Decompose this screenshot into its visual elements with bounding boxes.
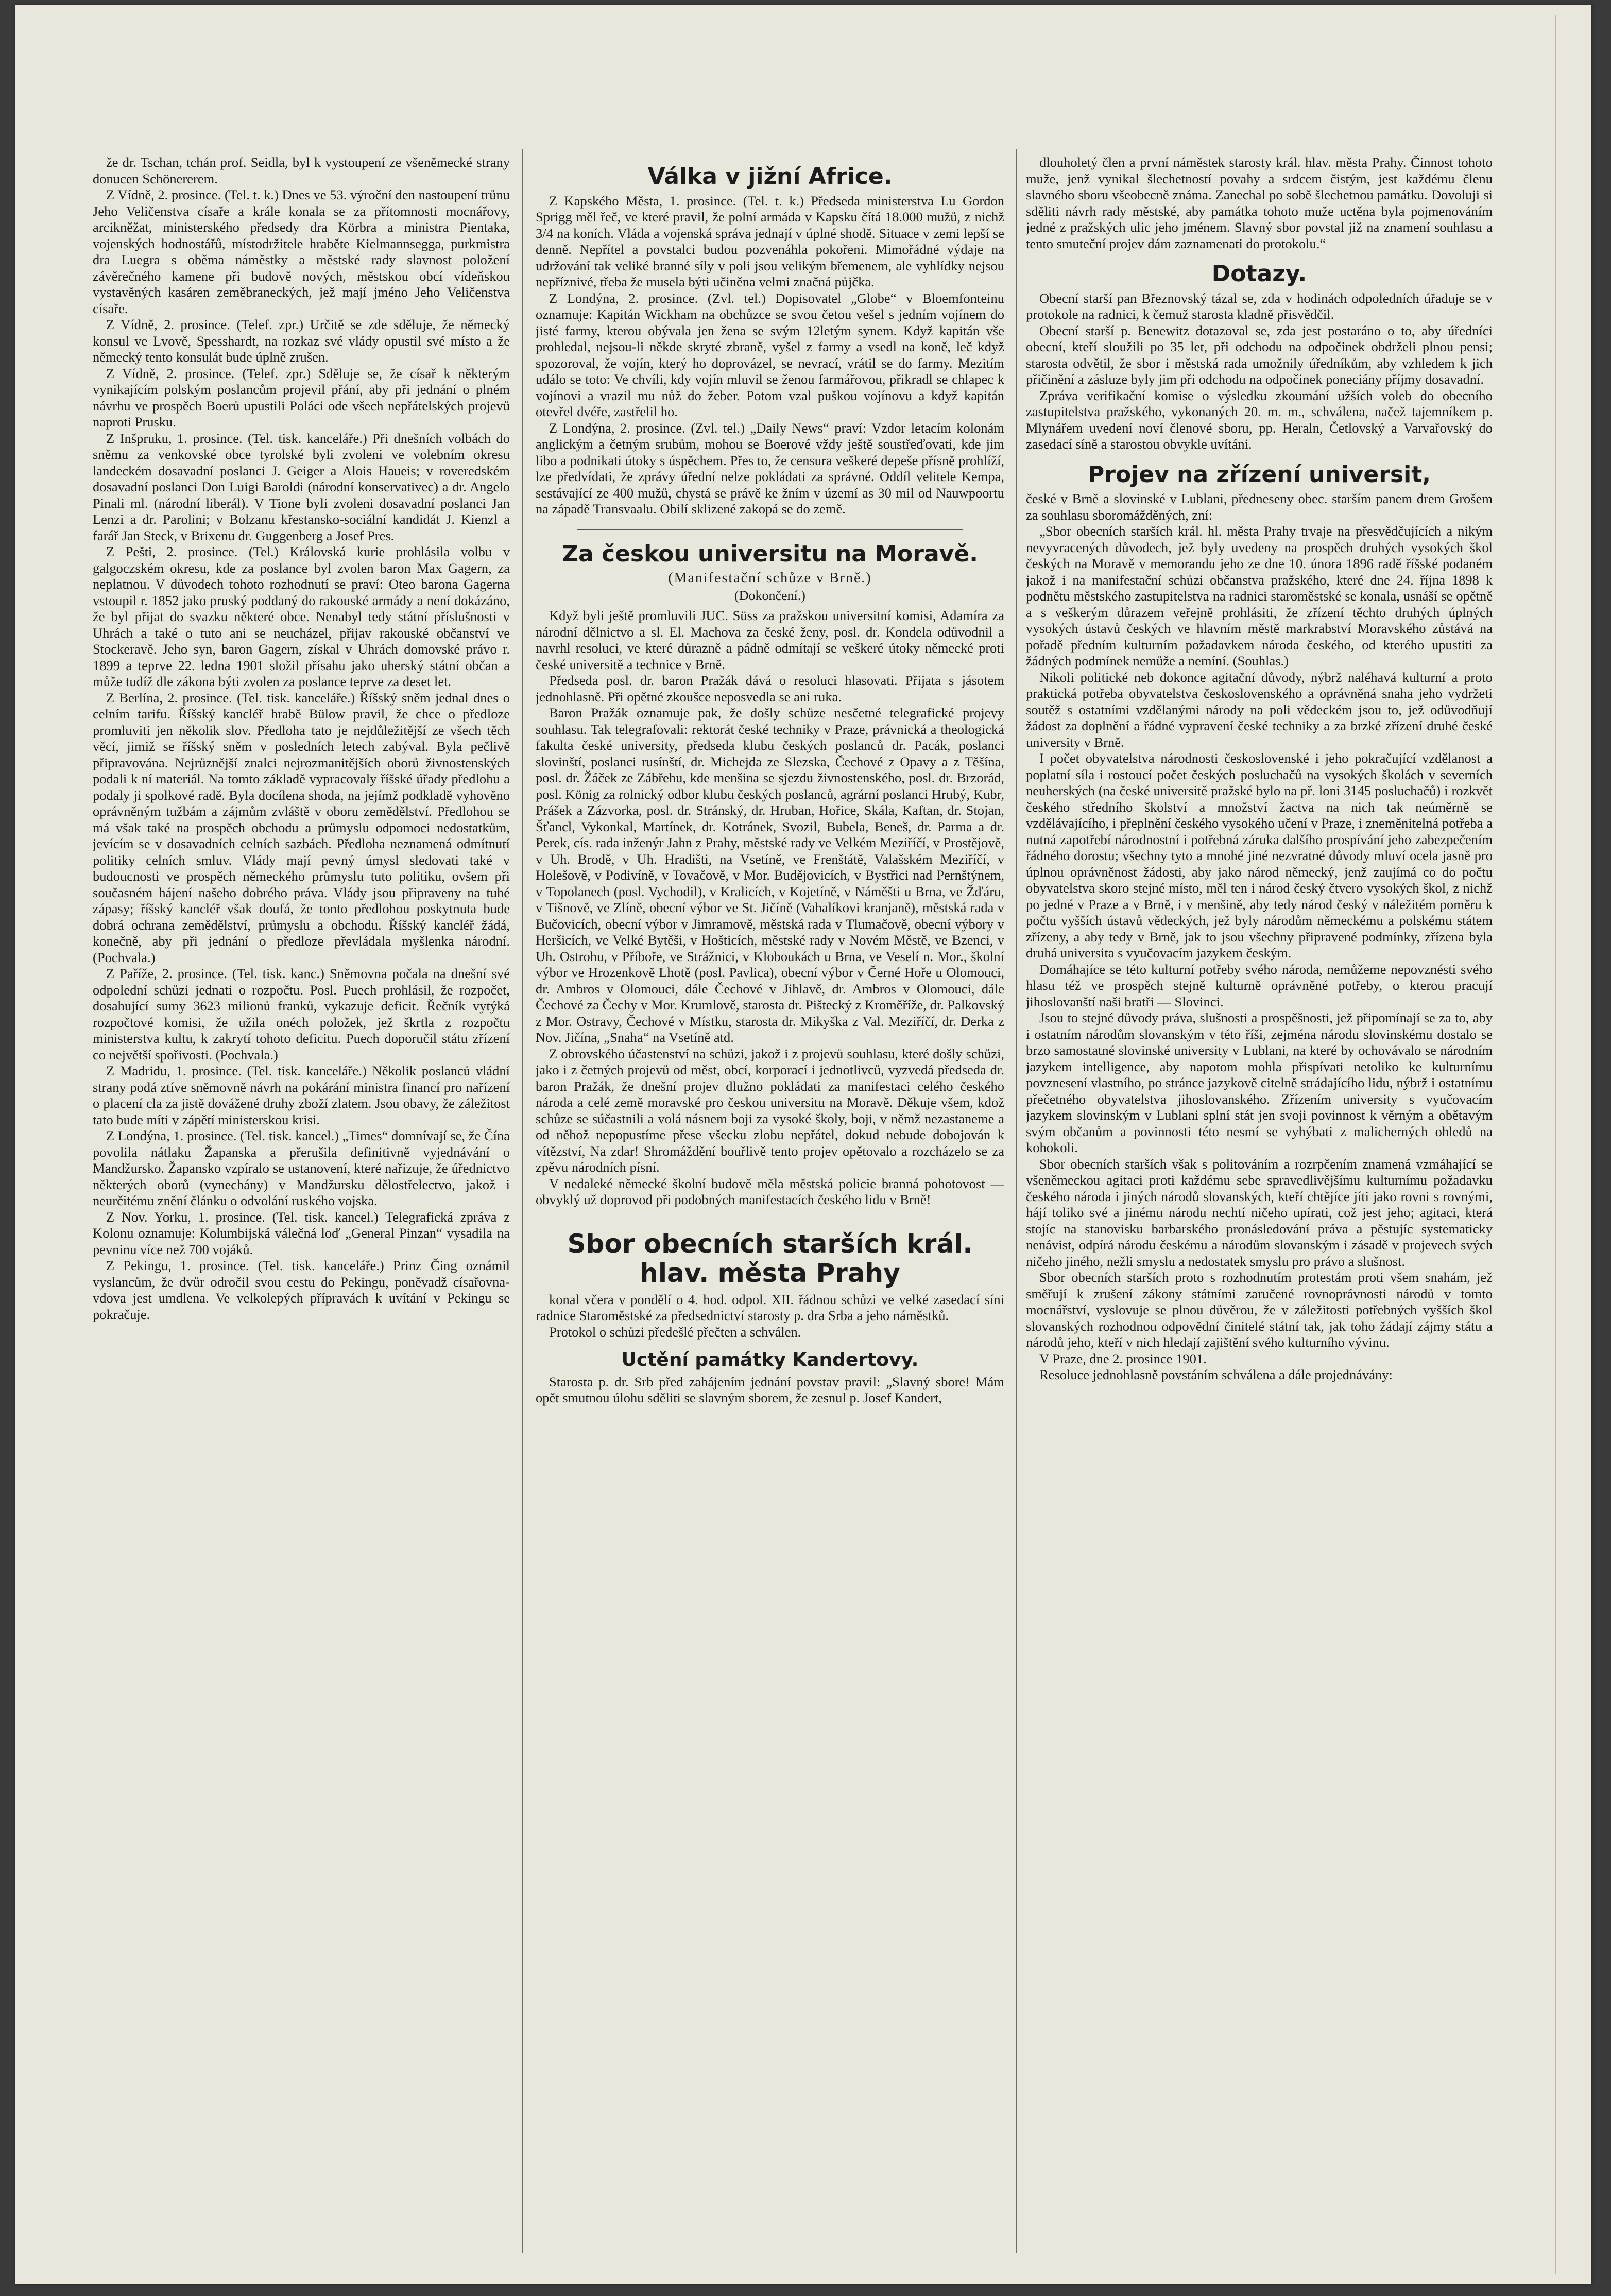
heading-czech-university-moravia: Za českou universitu na Moravě. xyxy=(562,540,978,567)
article-paragraph: V nedaleké německé školní budově měla městská policie branná pohotovost — obvyklý už doprovod při podobných manifestacích českého lidu v Brně! xyxy=(536,1175,1004,1208)
article-paragraph: Z Pekingu, 1. prosince. (Tel. tisk. kanceláře.) Prinz Čing oznámil vyslancům, že dvůr odročil svou cestu do Pekingu, poněvadž císařovna-vdova jest umdlena. Ve velkolepých přípravách k uvítání v Pekingu se pokračuje. xyxy=(93,1258,510,1322)
article-paragraph: že dr. Tschan, tchán prof. Seidla, byl k vystoupení ze všeněmecké strany donucen Schönererem. xyxy=(93,155,510,186)
column-rule-left xyxy=(522,149,523,2253)
article-paragraph: Z Nov. Yorku, 1. prosince. (Tel. tisk. kancel.) Telegrafická zpráva z Kolonu oznamuje: Kolumbijská válečná loď „General Pinzan“ vysadila na pevninu více než 700 vojáků. xyxy=(93,1209,510,1257)
city-council-articles xyxy=(536,1292,1004,1341)
article-paragraph: Z Vídně, 2. prosince. (Telef. zpr.) Určitě se zde sděluje, že německý konsul ve Lvově, Spesshardt, na rozkaz své vlády opustil své místo a že německý tento konsulát bude úplně zrušen. xyxy=(93,317,510,365)
article-paragraph: Z Londýna, 2. prosince. (Zvl. tel.) „Daily News“ praví: Vzdor letacím kolonám anglickým a četným srubům, mohou se Boerové vždy ještě soustřeďovati, kde jim libo a podnikati útoky s úspěchem. Přes to, že censura veškeré depeše přísně prohlíží, lze předvídati, že zprávy úřední nelze pokládati za správné. Oddíl velitele Kempa, sestávající ze 400 mužů, chystá se právě ke žním v území as 30 mil od Nauwpoortu na západě Transvaalu. Obilí sklizené zakopá se do země. xyxy=(536,420,1004,517)
article-paragraph: Zpráva verifikační komise o výsledku zkoumání užších voleb do obecního zastupitelstva pražského, vykonaných 20. m. m., schválena, načež tajemníkem p. Mlynářem uvedení noví členové sboru, pp. Heraln, Četlovský a Varvařovský do zasedací síně a starostou obvykle uvítáni. xyxy=(1026,387,1493,452)
page-edge-frame xyxy=(1555,15,1556,2274)
article-paragraph: Obecní starší p. Benewitz dotazoval se, zda jest postaráno o to, aby úředníci obecní, kteří sloužili po 35 let, při odchodu na odpočinek obdrželi plnou pensi; starosta odvětil, že sbor i městská rada umožnily úředníkům, aby vzhledem k jich přičinění a zásluze byly jim při odchodu na odpočinek poneciány příjmy dosavadní. xyxy=(1026,322,1493,387)
article-paragraph: konal včera v pondělí o 4. hod. odpol. XII. řádnou schůzi ve velké zasedací síni radnice Staroměstské za předsednictví starosty p. dra Srba a jeho náměstků. xyxy=(536,1291,1004,1324)
article-paragraph: V Praze, dne 2. prosince 1901. xyxy=(1039,1350,1207,1366)
article-paragraph: Sbor obecních starších však s politováním a rozrpčením znamená vzmáhající se všeněmeckou agitaci proti každému sebe spravedlivějšímu kulturnímu požadavku českého národa i jiných národů slovanských, kteří chtějíce jíti jako rovni s rovnými, hájí toliko své a jinému národu nechtí ničeho upírati, což jest jeho; agitaci, která stojíc na stanovisku barbarského pronásledování práva a pěstujíc systematicky nenávist, odpírá národu českému a národům slovanským i zásadě v projevech svých ničeho jiného, nežli smyslu a nedostatek smyslu pro právo a slušnost. xyxy=(1026,1156,1493,1269)
article-paragraph: Z Vídně, 2. prosince. (Telef. zpr.) Sděluje se, že císař k některým vynikajícím polským poslancům projevil přání, aby při jednání o plném návrhu ve prospěch Boerů upustili Poláci ode všech nepřátelských projevů naproti Prusku. xyxy=(93,365,510,430)
column-left xyxy=(93,155,510,2248)
article-paragraph: Z Madridu, 1. prosince. (Tel. tisk. kanceláře.) Několik poslanců vládní strany podá ztíve sněmovně návrh na pokárání ministra financí pro nařízení o placení cla za jistě dovážené druhy zboží zlatem. Jsou obavy, že záležitost tato bude míti v zápětí ministerskou krisi. xyxy=(93,1063,510,1127)
article-paragraph: Obecní starší pan Březnovský tázal se, zda v hodinách odpoledních úřaduje se v protokole na radnici, k čemuž starosta kladně přisvědčil. xyxy=(1026,290,1493,322)
column-right xyxy=(1026,155,1493,2248)
section-divider xyxy=(577,529,963,530)
heading-inquiries: Dotazy. xyxy=(1211,261,1307,287)
article-paragraph: Domáhajíce se této kulturní potřeby svého národa, nemůžeme nepovznésti svého hlasu též ve prospěch stejně kulturně oprávněné potřeby, o kterou pracují jihoslovanští naši bratři — Slovinci. xyxy=(1026,961,1493,1009)
kandert-memorial-articles xyxy=(536,1374,1004,1407)
article-paragraph: Z Paříže, 2. prosince. (Tel. tisk. kanc.) Sněmovna počala na dnešní své odpolední schůzi jednati o rozpočtu. Posl. Puech prohlásil, že rozpočet, dosahující sumy 3623 milionů franků, vykazuje deficit. Řečník vytýká rozpočtové komisi, že užila onéch položek, jež škrtla z rozpočtu ministerstva kultu, k zakrytí tohoto deficitu. Puech doporučil státu zřízení co největší spořivosti. (Pochvala.) xyxy=(93,966,510,1063)
section-divider-double xyxy=(556,1218,984,1220)
resolution-articles xyxy=(1026,523,1493,1383)
article-paragraph: Starosta p. dr. Srb před zahájením jednání povstav pravil: „Slavný sbore! Mám opět smutnou úlohu sděliti se slavným sborem, že zesnul p. Josef Kandert, xyxy=(536,1374,1004,1406)
heading-university-resolution: Projev na zřízení universit, xyxy=(1088,461,1431,488)
article-paragraph: Předseda posl. dr. baron Pražák dává o resoluci hlasovati. Přijata s jásotem jednohlasně. Při opětné zkoušce neposvedla se ani ruka. xyxy=(536,673,1004,705)
article-paragraph: I počet obyvatelstva národnosti československé i jeho pokračující vzdělanost a poplatní síla i rostoucí počet českých posluchačů na vysokých školách v severních neuherských (na české universitě pražské bylo na př. loni 3145 posluchačů) i rozkvět českého středního školství a množství žactva na nich tak neúměrně se vzdělávajícího, i přeplnění českého vysokého učení v Praze, i zneměnitelná potřeba a nutná zapotřebí národnostní i potřebná záruka dalšího prospívání jeho zabezpečením řádného dorostu; všechny tyto a mnohé jiné nezvratné důvody mluví ocela jasně pro úplnou oprávněnost žádosti, aby jako národ německý, jenž zaujímá co do počtu obyvatelstva skoro stejné místo, měl ten i národ český čtvero vysokých škol, z nichž po jedné v Praze a v Brně, i v menšině, aby tedy národ český v náležitém poměru k počtu vyšších ústavů vědeckých, jež byly národům německému a polskému státem zřízeny, a aby tedy v Brně, jak to jsou všechny připravené podmínky, zřízena byla druhá universita s vyučovacím jazykem českým. xyxy=(1026,750,1493,961)
column-rule-right xyxy=(1016,149,1017,2253)
article-paragraph: Baron Pražák oznamuje pak, že došly schůze nesčetné telegrafické projevy souhlasu. Tak telegrafovali: rektorát české techniky v Praze, právnická a theologická fakulta české university, předseda klubu českých poslanců dr. Pacák, poslanci slovinští, poslanci rusínští, dr. Michejda ze Slezska, Čechové z Opavy a z Těšína, posl. dr. Žáček ze Zábřehu, kde menšina se sjezdu živnostenského, posl. dr. Brzorád, posl. König za rolnický odbor klubu českých poslanců, agrární poslanci Hrubý, Kubr, Prášek a Zázvorka, posl. dr. Stránský, dr. Hruban, Hořice, Skála, Kaftan, dr. Stojan, Šťancl, Vykonkal, Martínek, dr. Kotránek, Svozil, Bubela, Beneš, dr. Parma a dr. Perek, cís. rada inženýr Jahn z Prahy, městské rady ve Velkém Meziříčí, v Prostějově, v Uh. Brodě, v Uh. Hradišti, na Vsetíně, ve Frenštátě, Valašském Meziříčí, v Holešově, v Podivíně, v Tovačově, v Mor. Budějovicích, v Bystřici nad Pernštýnem, v Topolanech (posl. Vychodil), v Kralicích, v Kojetíně, v Náměšti u Brna, ve Žďáru, v Tišnově, ve Zlíně, obecní výbor ve St. Jičíně (Vahalíkovi kranjaně), městská rada v Bučovicích, obecní výbor v Jimramově, městská rada v Tlumačově, obecní výbory v Heršicích, ve Velké Bytěši, v Hošticích, městské rady v Novém Městě, ve Bzenci, v Uh. Ostrohu, v Příboře, ve Strážnici, v Kloboukách u Brna, ve Veselí n. Mor., školní výbor ve Hrozenkově Lhotě (posl. Pavlica), obecní výbor v Černé Hoře u Olomouci, dr. Ambros v Olomouci, dále Čechové v Jihlavě, dr. Ambros v Olomouci, dále Čechové za Čechy v Mor. Krumlově, starosta dr. Pištecký z Kroměříže, dr. Palkovský z Mor. Ostravy, Čechové v Místku, starosta dr. Mikyška z Val. Meziříčí, dr. Derka z Nov. Jičína, „Snaha“ na Vsetíně atd. xyxy=(536,705,1004,1046)
article-paragraph: Nikoli politické neb dokonce agitační důvody, nýbrž naléhavá kulturní a proto praktická potřeba obyvatelstva československého a oprávněná snaha jeho vydržeti soutěž s ostatními vzdělanými národy na poli vědeckém jsou to, jež odůvodňují žádost za doplnění a řádné vypravení české techniky a za brzké zřízení druhé české university v Brně. xyxy=(1026,669,1493,750)
heading-war-south-africa: Válka v jižní Africe. xyxy=(647,163,893,190)
newspaper-page xyxy=(15,5,1591,2284)
war-articles xyxy=(536,193,1004,518)
article-paragraph: Z Londýna, 1. prosince. (Tel. tisk. kancel.) „Times“ domnívají se, že Čína povolila nátlaku Žapanska a přerušila definitivně vyjednávání o Mandžursko. Žapansko vzpíralo se ustanovení, které nařizuje, že úřednictvo některých oborů (vynechány) v Mandžursku dělostřelectvo, jakož i neurčitému znění článku o odvolání ruského vojska. xyxy=(93,1128,510,1208)
article-paragraph: „Sbor obecních starších král. hl. města Prahy trvaje na přesvědčujících a nikým nevyvracených důvodech, jež byly uvedeny na prospěch druhých vysokých škol českých na Moravě v memorandu jeho ze dne 10. února 1896 radě říšské podaném jakož i na manifestační schůzi občanstva pražského, které dne 24. října 1898 k podnětu městského zastupitelstva na radnici staroměstské se konala, usnáší se opětně a s veškerým důrazem veřejně prohlásiti, že zřízení těchto druhých úplných vysokých ústavů českých ve hlavním městě markrabství Moravského zůstává na pořadě předním kulturním požadavkem národa českého, od kterého upustiti za žádných podmínek nemůže a nemíní. (Souhlas.) xyxy=(1026,523,1493,669)
article-paragraph: Z Berlína, 2. prosince. (Tel. tisk. kanceláře.) Říšský sněm jednal dnes o celním tarifu. Říšský kancléř hrabě Bülow pravil, že chce o předloze promluviti jen několik slov. Předloha tato je nejdůležitější ze všech těch věcí, jimiž se říšský sněm v posledních letech zabýval. Byla pečlivě připravována. Nejrůznější znalci nejrozmanitějších oborů živnostenských podali k ní materiál. Na tomto základě vypracovaly říšské úřady předlohu a podaly ji spolkové radě. Byla docílena shoda, na jejímž podkladě vyhověno oprávněným tužbám a zájmům zvláště v oboru zemědělství. Předlohou se má však také na prospěch obchodu a průmyslu odpomoci nedostatkům, jevícím se v dosavadních celních sazbách. Předloha neznamená odmítnutí politiky celních smluv. Vlády mají pevný úmysl sledovati také v budoucnosti ve prospěch německého průmyslu tuto politiku, ovšem při současném hájení našeho dobrého práva. Vlády jsou připraveny na tuhé zápasy; říšský kancléř však doufá, že tonto předlohou poskytnuta bude dobrá ochrana zemědělství, průmyslu a obchodu. Říšský kancléř žádá, konečně, aby při jednání o předloze převládala myšlenka národní. (Pochvala.) xyxy=(93,690,510,965)
university-subheading: (Manifestační schůze v Brně.) xyxy=(668,570,872,587)
article-paragraph: Sbor obecních starších proto s rozhodnutím protestám proti všem snahám, jež směřují k zrušení zákony státními zaručené rovnoprávnosti národů v tomto mocnářství, vyslovuje se plnou důvěrou, že v záležitosti potřebných vyšších škol slovanských rozhodnou odpovědní činitelé státní tak, jak toho žádají zájmy státu a národů jeho, kteří v nich hledají zajištění svého kulturního vývinu. xyxy=(1026,1270,1493,1350)
article-paragraph: Z Londýna, 2. prosince. (Zvl. tel.) Dopisovatel „Globe“ v Bloemfonteinu oznamuje: Kapitán Wickham na obchůzce se svou četou vešel s jedním vojínem do jisté farmy, kterou obývala jen žena se svým 12letým synem. Když kapitán vše prohledal, nejsou-li někde skryté zbraně, vyšel z farmy a vsedl na koně, leč když spozoroval, že vojín, který ho doprovázel, se nevrací, vrátil se do farmy. Mezitím událo se toto: Ve chvíli, kdy vojín mluvil se ženou farmářovou, přikradl se chlapec k vojínovi a vrazil mu nůž do žeber. Potom vzal puškou vojínovu a když kapitán otevřel dvéře, zastřelil ho. xyxy=(536,290,1004,420)
article-paragraph: Resoluce jednohlasně povstáním schválena a dále projednávány: xyxy=(1039,1367,1393,1383)
article-paragraph: Z Pešti, 2. prosince. (Tel.) Královská kurie prohlásila volbu v galgoczském okresu, kde za poslance byl zvolen baron Max Gagern, za neplatnou. V důvodech tohoto rozhodnutí se praví: Oteo barona Gagerna vstoupil r. 1852 jako pruský poddaný do rakouské armády a není dokázáno, že byl přijat do svazku některé obce. Nenabyl tedy státní příslušnosti v Uhrách a také o tuto ani se neucházel, přijav rakouské občanství ve Stockeravě. Jeho syn, baron Gagern, získal v Uhrách domovské právo r. 1899 a teprve 22. ledna 1901 složil přísahu jako uherský státní občan a může tudíž dle zákona býti zvolen za poslance teprve za deset let. xyxy=(93,544,510,689)
heading-city-council: Sbor obecních starších král. hlav. města Prahy xyxy=(567,1228,973,1289)
column-middle xyxy=(536,155,1004,2248)
university-continued-note: (Dokončení.) xyxy=(734,588,806,603)
article-paragraph: Z Vídně, 2. prosince. (Tel. t. k.) Dnes ve 53. výroční den nastoupení trůnu Jeho Veličenstva císaře a krále konala se za přítomnosti mocnářovy, arcikněžat, ministerského předsedy dra Körbra a ministra Pientaka, vojenských hodnostářů, místodržitele hraběte Kielmannsegga, purkmistra dra Luegra s oběma náměstky a městské rady slavnost položení závěrečného kamene při budově nových, městskou obcí vídeňskou vystavěných kasáren zeměbraneckých, jež mají jméno Jeho Veličenstva císaře. xyxy=(93,187,510,316)
heading-kandert-memorial: Uctění památky Kandertovy. xyxy=(621,1349,919,1371)
article-paragraph: dlouholetý člen a první náměstek starosty král. hlav. města Prahy. Činnost tohoto muže, jenž vynikal šlechetností povahy a srdcem čistým, jest každému členu slavného sboru všeobecně známa. Zanechal po sobě šlechetnou památku. Dovoluji si sděliti návrh rady městské, aby památka tohoto muže uctěna byla pojmenováním jedné z pražských ulic jeho jménem. Slavný sbor povstal již na znamení souhlasu a tento smuteční projev dám zaznamenati do protokolu.“ xyxy=(1026,155,1493,251)
resolution-intro: české v Brně a slovinské v Lublani, předneseny obec. starším panem drem Grošem za souhlasu sboromážděných, zní: xyxy=(1026,491,1493,523)
memorial-continuation xyxy=(1026,155,1493,252)
article-paragraph: Když byli ještě promluvili JUC. Süss za pražskou universitní komisi, Adamíra za národní dělnictvo a sl. El. Machova za české ženy, posl. dr. Kondela odůvodnil a navrhl resoluci, ve které důrazně a pádně odmítají se veškeré útoky německé proti české universitě a technice v Brně. xyxy=(536,608,1004,672)
university-articles xyxy=(536,608,1004,1208)
article-paragraph: Z Kapského Města, 1. prosince. (Tel. t. k.) Předseda ministerstva Lu Gordon Sprigg měl řeč, ve které pravil, že polní armáda v Kapsku čítá 18.000 mužů, z nichž 3/4 na koních. Vláda a vojenská správa jednají v úplné shodě. Situace v zemi lepší se denně. Nepřítel a povstalci budou pozvenáhla pokořeni. Mimořádné výdaje na udržování tak veliké branné síly v poli jsou velikým břemenem, ale vyhlídky nejsou nepříznivé, třeba že musela býti učiněna velmi značná půjčka. xyxy=(536,193,1004,290)
article-paragraph: Protokol o schůzi předešlé přečten a schválen. xyxy=(549,1324,801,1340)
article-paragraph: Z obrovského účastenství na schůzi, jakož i z projevů souhlasu, které došly schůzi, jako i z četných projevů od měst, obcí, korporací i jednotlivců, vyzvedá předseda dr. baron Pražák, že dnešní projev dlužno pokládati za manifestaci celého českého národa a celé země moravské pro českou universitu na Moravě. Děkuje všem, kdož schůze se súčastnili a volá násnem boji za vysoké školy, boji, v němž nezastaneme a od něhož nepopustíme přese všecku zlobu nepřátel, dokud nebude dobojován k vítězství, Na zdar! Shromáždění bouřlivě tento projev opětovalo a rozcházelo se za zpěvu národních písní. xyxy=(536,1046,1004,1175)
article-paragraph: Jsou to stejné důvody práva, slušnosti a prospěšnosti, jež připomínají se za to, aby i ostatním národům slovanským v této říši, zejména národu slovinskému dostalo se brzo samostatné slovinské university v Lublani, na které by ochovávalo se národním jazykem intelligence, aby napotom mohla přispívati netoliko ke kulturnímu povznesení vlastního, po stránce jazykově citelně strádajícího lidu, nýbrž i ostatnímu přečetného obyvatelstva jihoslovanského. Zřízením university s vyučovacím jazykem slovinským v Lublani splní stát jen svoji povinnost k věrným a obětavým svým občanům a povinnosti této nesmí se vyhýbati z malicherných ohledů na kohokoli. xyxy=(1026,1010,1493,1156)
article-paragraph: Z Inšpruku, 1. prosince. (Tel. tisk. kanceláře.) Při dnešních volbách do sněmu za venkovské obce tyrolské byli zvoleni ve volebním okresu landeckém dosavadní poslanci J. Geiger a Alois Haueis; v roveredském dosavadní poslanci Don Luigi Baroldi (národní konservativec) a dr. Angelo Pinali ml. (národní liberál). V Tione byli zvoleni dosavadní poslanci Jan Lenzi a dr. Parolini; v Bolzanu křestansko-sociální kandidát J. Kienzl a farář Jan Steck, v Brixenu dr. Guggenberg a Josef Pres. xyxy=(93,430,510,543)
inquiries-articles xyxy=(1026,290,1493,453)
